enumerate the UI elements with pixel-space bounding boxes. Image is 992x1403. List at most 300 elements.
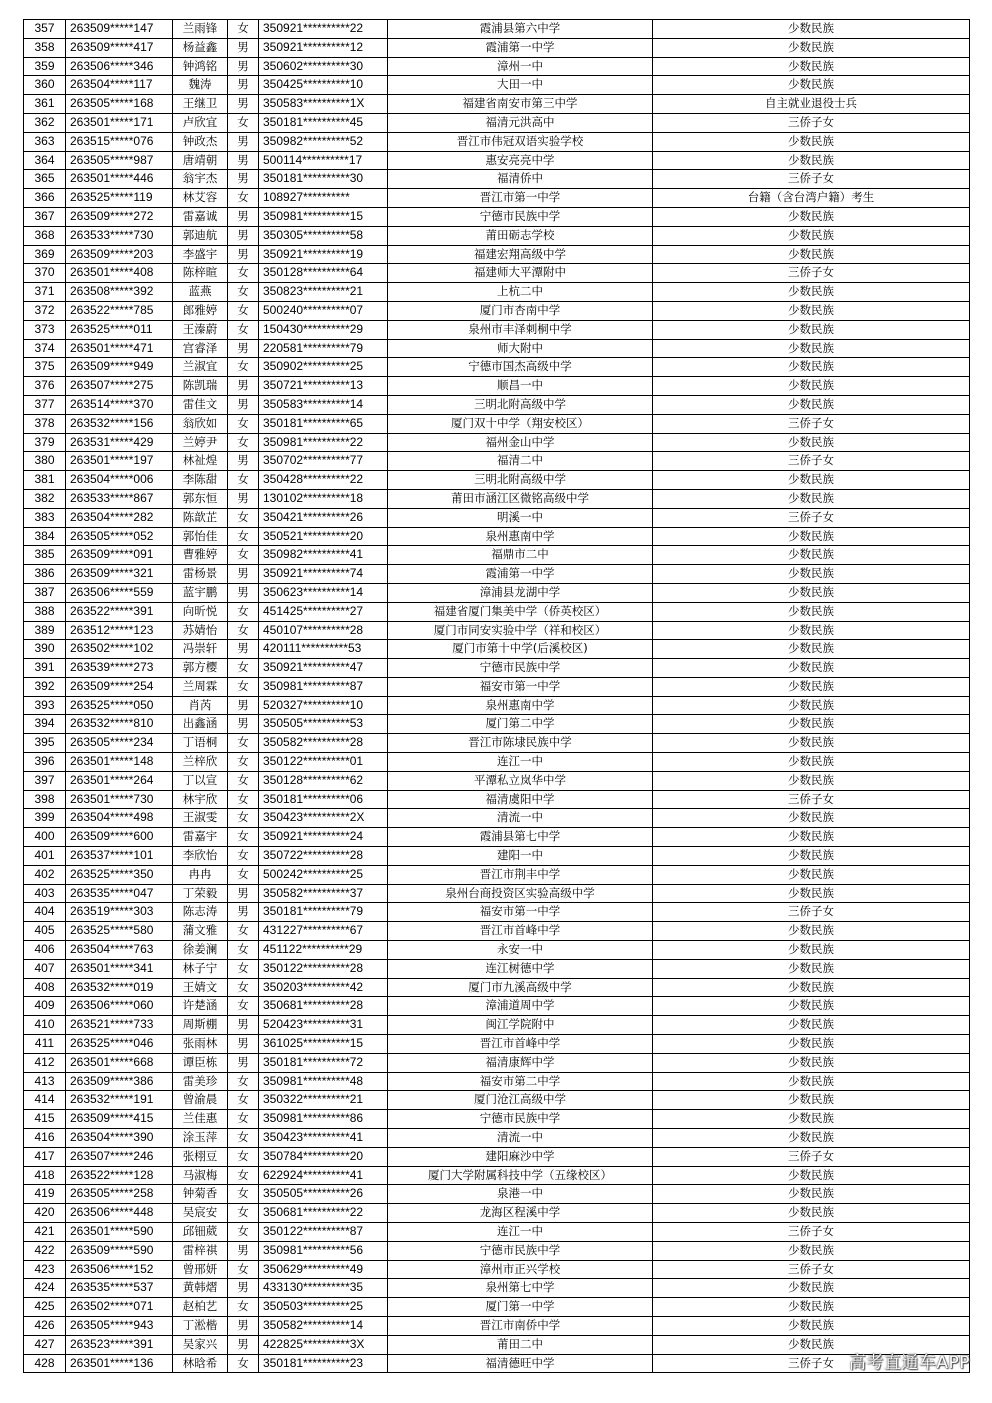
- id-number-cell: 350128**********62: [259, 771, 388, 790]
- student-name-cell: 冯崇轩: [173, 640, 228, 659]
- category-cell: 少数民族: [653, 621, 970, 640]
- exam-number-cell: 263522*****785: [66, 301, 173, 320]
- student-name-cell: 雷杨景: [173, 565, 228, 584]
- table-row: [24, 922, 970, 941]
- id-number-cell: 520423**********31: [259, 1016, 388, 1035]
- id-number-cell: 350181**********79: [259, 903, 388, 922]
- school-name-cell: 连江一中: [388, 753, 653, 772]
- exam-number-cell: 263509*****417: [66, 38, 173, 57]
- exam-number-cell: 263501*****148: [66, 753, 173, 772]
- row-number-cell: 376: [24, 377, 66, 396]
- table-row: [24, 997, 970, 1016]
- school-name-cell: 连江树德中学: [388, 959, 653, 978]
- exam-number-cell: 263507*****246: [66, 1147, 173, 1166]
- table-row: [24, 1335, 970, 1354]
- school-name-cell: 福清元洪高中: [388, 113, 653, 132]
- id-number-cell: 350681**********28: [259, 997, 388, 1016]
- school-name-cell: 三明北附高级中学: [388, 471, 653, 490]
- student-name-cell: 许楚涵: [173, 997, 228, 1016]
- exam-number-cell: 263532*****156: [66, 414, 173, 433]
- id-number-cell: 350122**********01: [259, 753, 388, 772]
- gender-cell: 女: [228, 602, 259, 621]
- row-number-cell: 402: [24, 865, 66, 884]
- row-number-cell: 398: [24, 790, 66, 809]
- row-number-cell: 371: [24, 283, 66, 302]
- gender-cell: 女: [228, 320, 259, 339]
- table-row: [24, 1166, 970, 1185]
- table-row: [24, 245, 970, 264]
- student-name-cell: 李陈甜: [173, 471, 228, 490]
- student-name-cell: 郭方樱: [173, 659, 228, 678]
- row-number-cell: 367: [24, 207, 66, 226]
- school-name-cell: 漳州市正兴学校: [388, 1260, 653, 1279]
- school-name-cell: 建阳一中: [388, 847, 653, 866]
- student-name-cell: 兰周霖: [173, 677, 228, 696]
- exam-number-cell: 263525*****050: [66, 696, 173, 715]
- category-cell: 三侨子女: [653, 113, 970, 132]
- student-name-cell: 王婧文: [173, 978, 228, 997]
- student-name-cell: 林艾容: [173, 189, 228, 208]
- gender-cell: 女: [228, 1072, 259, 1091]
- exam-number-cell: 263525*****580: [66, 922, 173, 941]
- row-number-cell: 412: [24, 1053, 66, 1072]
- school-name-cell: 福清德旺中学: [388, 1354, 653, 1373]
- category-cell: 少数民族: [653, 602, 970, 621]
- category-cell: 三侨子女: [653, 414, 970, 433]
- school-name-cell: 晋江市第一中学: [388, 189, 653, 208]
- student-name-cell: 钟鸿铭: [173, 57, 228, 76]
- category-cell: 三侨子女: [653, 1223, 970, 1242]
- school-name-cell: 福清康辉中学: [388, 1053, 653, 1072]
- exam-number-cell: 263509*****321: [66, 565, 173, 584]
- category-cell: 三侨子女: [653, 508, 970, 527]
- school-name-cell: 泉港一中: [388, 1185, 653, 1204]
- row-number-cell: 368: [24, 226, 66, 245]
- id-number-cell: 350421**********26: [259, 508, 388, 527]
- row-number-cell: 422: [24, 1241, 66, 1260]
- id-number-cell: 350305**********58: [259, 226, 388, 245]
- gender-cell: 男: [228, 1241, 259, 1260]
- row-number-cell: 394: [24, 715, 66, 734]
- category-cell: 少数民族: [653, 1204, 970, 1223]
- id-number-cell: 350602**********30: [259, 57, 388, 76]
- category-cell: 少数民族: [653, 959, 970, 978]
- id-number-cell: 350981**********86: [259, 1110, 388, 1129]
- row-number-cell: 375: [24, 358, 66, 377]
- exam-number-cell: 263507*****275: [66, 377, 173, 396]
- table-row: [24, 414, 970, 433]
- school-name-cell: 漳州一中: [388, 57, 653, 76]
- table-row: [24, 771, 970, 790]
- school-name-cell: 漳浦县龙湖中学: [388, 583, 653, 602]
- school-name-cell: 龙海区程溪中学: [388, 1204, 653, 1223]
- exam-number-cell: 263537*****101: [66, 847, 173, 866]
- gender-cell: 女: [228, 865, 259, 884]
- id-number-cell: 350722**********28: [259, 847, 388, 866]
- table-row: [24, 1053, 970, 1072]
- school-name-cell: 建阳麻沙中学: [388, 1147, 653, 1166]
- exam-number-cell: 263521*****733: [66, 1016, 173, 1035]
- exam-number-cell: 263504*****763: [66, 941, 173, 960]
- category-cell: 少数民族: [653, 1035, 970, 1054]
- category-cell: 少数民族: [653, 696, 970, 715]
- table-row: [24, 903, 970, 922]
- category-cell: 少数民族: [653, 583, 970, 602]
- school-name-cell: 厦门第二中学: [388, 715, 653, 734]
- gender-cell: 女: [228, 621, 259, 640]
- row-number-cell: 420: [24, 1204, 66, 1223]
- gender-cell: 男: [228, 1316, 259, 1335]
- exam-number-cell: 263506*****448: [66, 1204, 173, 1223]
- school-name-cell: 厦门市九溪高级中学: [388, 978, 653, 997]
- id-number-cell: 350122**********28: [259, 959, 388, 978]
- student-name-cell: 陈歆芷: [173, 508, 228, 527]
- gender-cell: 女: [228, 301, 259, 320]
- student-name-cell: 唐靖朝: [173, 151, 228, 170]
- table-row: [24, 1129, 970, 1148]
- row-number-cell: 378: [24, 414, 66, 433]
- row-number-cell: 357: [24, 20, 66, 39]
- table-row: [24, 1035, 970, 1054]
- gender-cell: 女: [228, 1129, 259, 1148]
- id-number-cell: 350981**********15: [259, 207, 388, 226]
- table-row: [24, 847, 970, 866]
- table-row: [24, 1016, 970, 1035]
- table-row: [24, 583, 970, 602]
- category-cell: 少数民族: [653, 546, 970, 565]
- school-name-cell: 厦门大学附属科技中学（五缘校区）: [388, 1166, 653, 1185]
- gender-cell: 女: [228, 753, 259, 772]
- table-row: [24, 1223, 970, 1242]
- id-number-cell: 350582**********28: [259, 734, 388, 753]
- school-name-cell: 霞浦第一中学: [388, 565, 653, 584]
- gender-cell: 男: [228, 452, 259, 471]
- gender-cell: 男: [228, 565, 259, 584]
- student-name-cell: 翁宇杰: [173, 170, 228, 189]
- category-cell: 少数民族: [653, 358, 970, 377]
- student-name-cell: 蓝燕: [173, 283, 228, 302]
- gender-cell: 男: [228, 1035, 259, 1054]
- student-name-cell: 翁欣如: [173, 414, 228, 433]
- table-row: [24, 1072, 970, 1091]
- table-row: [24, 339, 970, 358]
- id-number-cell: 422825**********3X: [259, 1335, 388, 1354]
- category-cell: 少数民族: [653, 132, 970, 151]
- exam-number-cell: 263504*****006: [66, 471, 173, 490]
- gender-cell: 女: [228, 1185, 259, 1204]
- category-cell: 少数民族: [653, 301, 970, 320]
- gender-cell: 男: [228, 95, 259, 114]
- student-name-cell: 肖芮: [173, 696, 228, 715]
- school-name-cell: 福建省南安市第三中学: [388, 95, 653, 114]
- gender-cell: 男: [228, 170, 259, 189]
- category-cell: 少数民族: [653, 245, 970, 264]
- table-row: [24, 677, 970, 696]
- gender-cell: 女: [228, 659, 259, 678]
- exam-number-cell: 263533*****867: [66, 489, 173, 508]
- school-name-cell: 福州金山中学: [388, 433, 653, 452]
- school-name-cell: 宁德市民族中学: [388, 1110, 653, 1129]
- id-number-cell: 350629**********49: [259, 1260, 388, 1279]
- school-name-cell: 宁德市民族中学: [388, 1241, 653, 1260]
- row-number-cell: 361: [24, 95, 66, 114]
- student-name-cell: 雷梓祺: [173, 1241, 228, 1260]
- row-number-cell: 374: [24, 339, 66, 358]
- table-row: [24, 1241, 970, 1260]
- exam-number-cell: 263504*****117: [66, 76, 173, 95]
- gender-cell: 男: [228, 884, 259, 903]
- id-number-cell: 350582**********37: [259, 884, 388, 903]
- category-cell: 台籍（含台湾户籍）考生: [653, 189, 970, 208]
- row-number-cell: 418: [24, 1166, 66, 1185]
- school-name-cell: 晋江市陈埭民族中学: [388, 734, 653, 753]
- student-name-cell: 王继卫: [173, 95, 228, 114]
- id-number-cell: 350503**********25: [259, 1298, 388, 1317]
- gender-cell: 男: [228, 640, 259, 659]
- id-number-cell: 350681**********22: [259, 1204, 388, 1223]
- student-name-cell: 李盛宇: [173, 245, 228, 264]
- table-row: [24, 132, 970, 151]
- student-name-cell: 冉冉: [173, 865, 228, 884]
- school-name-cell: 霞浦县第六中学: [388, 20, 653, 39]
- school-name-cell: 福建宏翔高级中学: [388, 245, 653, 264]
- exam-number-cell: 263509*****254: [66, 677, 173, 696]
- table-row: [24, 1147, 970, 1166]
- id-number-cell: 220581**********79: [259, 339, 388, 358]
- student-name-cell: 邱钿葳: [173, 1223, 228, 1242]
- category-cell: 少数民族: [653, 884, 970, 903]
- student-name-cell: 出鑫涵: [173, 715, 228, 734]
- category-cell: 少数民族: [653, 489, 970, 508]
- exam-number-cell: 263512*****123: [66, 621, 173, 640]
- exam-number-cell: 263505*****987: [66, 151, 173, 170]
- category-cell: 少数民族: [653, 677, 970, 696]
- exam-number-cell: 263501*****408: [66, 264, 173, 283]
- exam-number-cell: 263502*****102: [66, 640, 173, 659]
- table-row: [24, 565, 970, 584]
- exam-number-cell: 263501*****446: [66, 170, 173, 189]
- student-name-cell: 雷嘉宇: [173, 828, 228, 847]
- row-number-cell: 400: [24, 828, 66, 847]
- id-number-cell: 520327**********10: [259, 696, 388, 715]
- exam-number-cell: 263523*****391: [66, 1335, 173, 1354]
- student-name-cell: 吴宸安: [173, 1204, 228, 1223]
- student-name-cell: 赵柏艺: [173, 1298, 228, 1317]
- row-number-cell: 406: [24, 941, 66, 960]
- gender-cell: 女: [228, 546, 259, 565]
- row-number-cell: 419: [24, 1185, 66, 1204]
- gender-cell: 女: [228, 978, 259, 997]
- exam-number-cell: 263505*****168: [66, 95, 173, 114]
- category-cell: 少数民族: [653, 433, 970, 452]
- table-row: [24, 1110, 970, 1129]
- gender-cell: 男: [228, 151, 259, 170]
- gender-cell: 男: [228, 76, 259, 95]
- gender-cell: 女: [228, 828, 259, 847]
- school-name-cell: 莆田二中: [388, 1335, 653, 1354]
- student-name-cell: 林宇欣: [173, 790, 228, 809]
- student-name-cell: 涂玉萍: [173, 1129, 228, 1148]
- exam-number-cell: 263509*****590: [66, 1241, 173, 1260]
- exam-number-cell: 263505*****258: [66, 1185, 173, 1204]
- gender-cell: 女: [228, 959, 259, 978]
- row-number-cell: 373: [24, 320, 66, 339]
- school-name-cell: 晋江市南侨中学: [388, 1316, 653, 1335]
- table-row: [24, 151, 970, 170]
- row-number-cell: 379: [24, 433, 66, 452]
- school-name-cell: 泉州惠南中学: [388, 527, 653, 546]
- category-cell: 少数民族: [653, 1091, 970, 1110]
- row-number-cell: 365: [24, 170, 66, 189]
- student-name-cell: 李欣怡: [173, 847, 228, 866]
- exam-number-cell: 263509*****272: [66, 207, 173, 226]
- exam-number-cell: 263522*****391: [66, 602, 173, 621]
- gender-cell: 女: [228, 189, 259, 208]
- school-name-cell: 泉州台商投资区实验高级中学: [388, 884, 653, 903]
- table-row: [24, 1298, 970, 1317]
- gender-cell: 男: [228, 339, 259, 358]
- school-name-cell: 大田一中: [388, 76, 653, 95]
- table-row: [24, 527, 970, 546]
- id-number-cell: 433130**********35: [259, 1279, 388, 1298]
- student-name-cell: 王淑雯: [173, 809, 228, 828]
- id-number-cell: 350623**********14: [259, 583, 388, 602]
- school-name-cell: 漳浦道周中学: [388, 997, 653, 1016]
- gender-cell: 女: [228, 20, 259, 39]
- row-number-cell: 396: [24, 753, 66, 772]
- gender-cell: 男: [228, 132, 259, 151]
- row-number-cell: 393: [24, 696, 66, 715]
- gender-cell: 男: [228, 489, 259, 508]
- gender-cell: 女: [228, 1147, 259, 1166]
- category-cell: 少数民族: [653, 151, 970, 170]
- category-cell: 少数民族: [653, 320, 970, 339]
- gender-cell: 女: [228, 1091, 259, 1110]
- row-number-cell: 404: [24, 903, 66, 922]
- gender-cell: 男: [228, 245, 259, 264]
- table-row: [24, 57, 970, 76]
- id-number-cell: 350322**********21: [259, 1091, 388, 1110]
- gender-cell: 女: [228, 1260, 259, 1279]
- gender-cell: 女: [228, 677, 259, 696]
- table-row: [24, 809, 970, 828]
- row-number-cell: 410: [24, 1016, 66, 1035]
- student-name-cell: 郭东恒: [173, 489, 228, 508]
- row-number-cell: 380: [24, 452, 66, 471]
- row-number-cell: 415: [24, 1110, 66, 1129]
- exam-number-cell: 263535*****537: [66, 1279, 173, 1298]
- gender-cell: 女: [228, 997, 259, 1016]
- row-number-cell: 413: [24, 1072, 66, 1091]
- gender-cell: 女: [228, 1298, 259, 1317]
- category-cell: 少数民族: [653, 471, 970, 490]
- student-name-cell: 魏涛: [173, 76, 228, 95]
- student-name-cell: 宫睿泽: [173, 339, 228, 358]
- category-cell: 少数民族: [653, 1072, 970, 1091]
- school-name-cell: 宁德市国杰高级中学: [388, 358, 653, 377]
- id-number-cell: 431227**********67: [259, 922, 388, 941]
- student-name-cell: 陈志涛: [173, 903, 228, 922]
- table-row: [24, 95, 970, 114]
- school-name-cell: 厦门市第十中学(后溪校区): [388, 640, 653, 659]
- category-cell: 少数民族: [653, 1241, 970, 1260]
- category-cell: 少数民族: [653, 1335, 970, 1354]
- exam-number-cell: 263505*****234: [66, 734, 173, 753]
- student-name-cell: 兰雨锋: [173, 20, 228, 39]
- table-row: [24, 508, 970, 527]
- gender-cell: 男: [228, 1053, 259, 1072]
- school-name-cell: 清流一中: [388, 809, 653, 828]
- student-name-cell: 张雨林: [173, 1035, 228, 1054]
- school-name-cell: 厦门市杏南中学: [388, 301, 653, 320]
- category-cell: 少数民族: [653, 377, 970, 396]
- student-name-cell: 张栩豆: [173, 1147, 228, 1166]
- row-number-cell: 421: [24, 1223, 66, 1242]
- student-name-cell: 钟政杰: [173, 132, 228, 151]
- category-cell: 少数民族: [653, 640, 970, 659]
- school-name-cell: 顺昌一中: [388, 377, 653, 396]
- gender-cell: 女: [228, 471, 259, 490]
- category-cell: 少数民族: [653, 659, 970, 678]
- row-number-cell: 363: [24, 132, 66, 151]
- row-number-cell: 407: [24, 959, 66, 978]
- category-cell: 少数民族: [653, 809, 970, 828]
- school-name-cell: 连江一中: [388, 1223, 653, 1242]
- id-number-cell: 350921**********74: [259, 565, 388, 584]
- category-cell: 少数民族: [653, 847, 970, 866]
- student-name-cell: 陈梓暄: [173, 264, 228, 283]
- student-name-cell: 林子宁: [173, 959, 228, 978]
- category-cell: 少数民族: [653, 753, 970, 772]
- row-number-cell: 423: [24, 1260, 66, 1279]
- category-cell: 少数民族: [653, 997, 970, 1016]
- student-name-cell: 兰婷尹: [173, 433, 228, 452]
- category-cell: 少数民族: [653, 941, 970, 960]
- gender-cell: 女: [228, 1110, 259, 1129]
- student-name-cell: 曾邢妍: [173, 1260, 228, 1279]
- student-name-cell: 蓝宇鹏: [173, 583, 228, 602]
- gender-cell: 女: [228, 734, 259, 753]
- category-cell: 三侨子女: [653, 1260, 970, 1279]
- id-number-cell: 350203**********42: [259, 978, 388, 997]
- row-number-cell: 370: [24, 264, 66, 283]
- id-number-cell: 350423**********2X: [259, 809, 388, 828]
- category-cell: 少数民族: [653, 1185, 970, 1204]
- row-number-cell: 409: [24, 997, 66, 1016]
- school-name-cell: 宁德市民族中学: [388, 659, 653, 678]
- exam-number-cell: 263504*****498: [66, 809, 173, 828]
- exam-number-cell: 263531*****429: [66, 433, 173, 452]
- table-row: [24, 1185, 970, 1204]
- gender-cell: 女: [228, 1223, 259, 1242]
- student-name-cell: 马淑梅: [173, 1166, 228, 1185]
- category-cell: 少数民族: [653, 395, 970, 414]
- id-number-cell: 350505**********53: [259, 715, 388, 734]
- table-row: [24, 189, 970, 208]
- table-row: [24, 395, 970, 414]
- id-number-cell: 500242**********25: [259, 865, 388, 884]
- id-number-cell: 350902**********25: [259, 358, 388, 377]
- student-name-cell: 雷嘉诚: [173, 207, 228, 226]
- student-name-cell: 曾渝晨: [173, 1091, 228, 1110]
- id-number-cell: 350982**********41: [259, 546, 388, 565]
- exam-number-cell: 263504*****390: [66, 1129, 173, 1148]
- id-number-cell: 350505**********26: [259, 1185, 388, 1204]
- school-name-cell: 晋江市首峰中学: [388, 922, 653, 941]
- table-row: [24, 283, 970, 302]
- gender-cell: 男: [228, 1016, 259, 1035]
- table-row: [24, 734, 970, 753]
